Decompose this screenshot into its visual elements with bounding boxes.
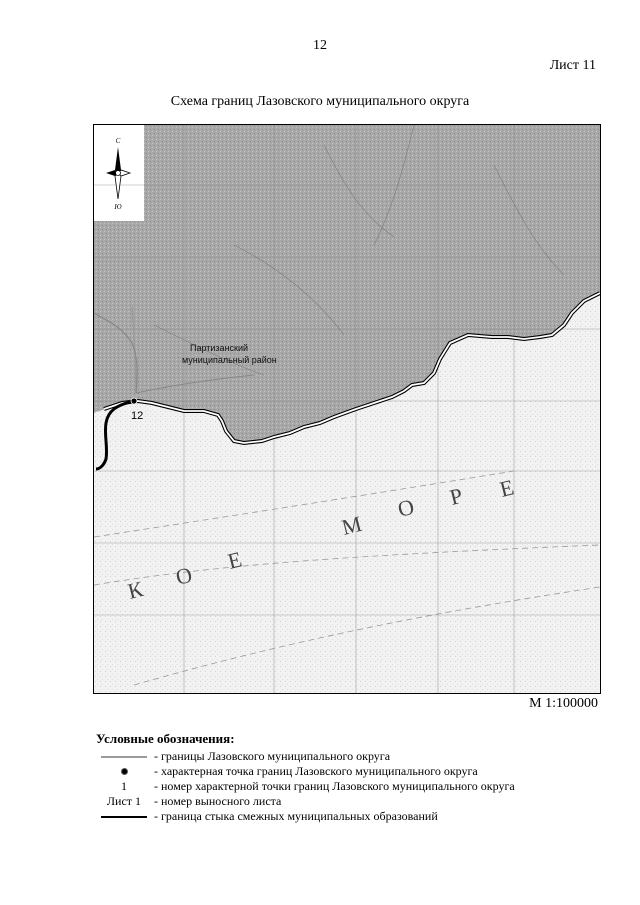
legend-title: Условные обозначения: bbox=[96, 731, 235, 746]
legend-symbol-bold-line bbox=[96, 816, 152, 818]
page-number: 12 bbox=[313, 38, 327, 53]
legend-item bbox=[96, 749, 596, 764]
map-scale: М 1:100000 bbox=[529, 696, 598, 711]
boundary-point-number: 12 bbox=[131, 410, 144, 422]
region-label-line2: муниципальный район bbox=[182, 355, 277, 365]
map-title: Схема границ Лазовского муниципального округа bbox=[170, 94, 470, 109]
legend-item bbox=[96, 794, 596, 809]
legend-symbol-number: 1 bbox=[121, 779, 127, 793]
sea-name-letter-3: Е bbox=[225, 546, 245, 574]
legend bbox=[96, 731, 596, 824]
boundary-point[interactable] bbox=[131, 398, 137, 404]
compass-south: Ю bbox=[114, 203, 122, 211]
compass-north: С bbox=[115, 137, 121, 145]
sea-name-letter-6: Р bbox=[447, 482, 466, 510]
region-label-line1: Партизанский bbox=[190, 343, 249, 353]
legend-symbol-sheet: Лист 1 bbox=[106, 794, 142, 808]
legend-text: - граница стыка смежных муниципальных образований bbox=[154, 809, 438, 823]
legend-text: - границы Лазовского муниципального округа bbox=[154, 749, 391, 763]
legend-item bbox=[96, 809, 596, 824]
point-icon bbox=[121, 768, 128, 775]
legend-item bbox=[96, 764, 596, 779]
legend-text: - характерная точка границ Лазовского муниципального округа bbox=[154, 764, 478, 778]
sea-name-letter-5: О bbox=[395, 493, 417, 522]
legend-item bbox=[96, 779, 596, 794]
legend-text: - номер выносного листа bbox=[154, 794, 282, 808]
map-frame[interactable] bbox=[93, 124, 601, 694]
legend-symbol-point bbox=[96, 768, 152, 775]
sea-name-letter-4: М bbox=[339, 510, 365, 540]
sea-name-letter-1: К bbox=[125, 576, 146, 604]
sea-name-letter-2: О bbox=[173, 561, 195, 590]
sea-name-letter-7: Е bbox=[497, 474, 517, 502]
legend-text: - номер характерной точки границ Лазовского муниципального округа bbox=[154, 779, 515, 793]
sheet-label: Лист 11 bbox=[549, 58, 596, 73]
legend-symbol-thin-line bbox=[96, 756, 152, 758]
map-canvas[interactable] bbox=[94, 125, 600, 693]
